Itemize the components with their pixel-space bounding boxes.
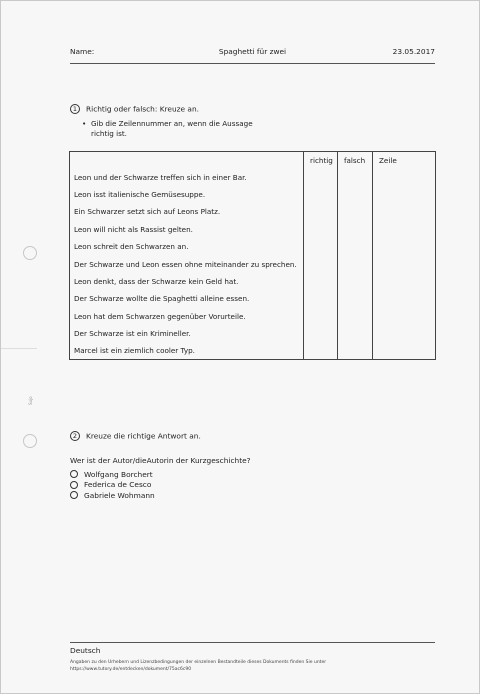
column-header-richtig: richtig [304,152,338,169]
true-false-table [69,151,436,360]
statement-text: Leon schreit den Schwarzen an. [70,238,304,255]
falsch-cell[interactable] [338,221,373,238]
falsch-cell[interactable] [338,325,373,342]
table-row [70,342,436,359]
task-1-instruction: Richtig oder falsch: Kreuze an. [86,104,199,114]
radio-circle-icon[interactable] [70,470,78,478]
zeile-cell[interactable] [373,342,436,359]
statement-text: Der Schwarze ist ein Krimineller. [70,325,304,342]
answer-option-label: Gabriele Wohmann [84,490,155,500]
table-row [70,221,436,238]
richtig-cell[interactable] [304,342,338,359]
table-row [70,325,436,342]
richtig-cell[interactable] [304,255,338,272]
richtig-cell[interactable] [304,290,338,307]
task-2-question: Wer ist der Autor/dieAutorin der Kurzgeschichte? [70,456,251,465]
punch-hole-bottom [23,434,37,448]
zeile-cell[interactable] [373,325,436,342]
side-label: Sujo [28,396,33,405]
richtig-cell[interactable] [304,186,338,203]
answer-option[interactable] [70,469,155,480]
statement-text: Ein Schwarzer setzt sich auf Leons Platz. [70,203,304,220]
richtig-cell[interactable] [304,221,338,238]
footer-divider [70,642,435,643]
task-1-heading [70,104,199,114]
column-header-zeile: Zeile [373,152,436,169]
task-1-sub-instruction [82,119,253,139]
table-row [70,186,436,203]
worksheet-date: 23.05.2017 [392,47,435,56]
falsch-cell[interactable] [338,186,373,203]
richtig-cell[interactable] [304,238,338,255]
statement-text: Der Schwarze und Leon essen ohne miteinander zu sprechen. [70,255,304,272]
zeile-cell[interactable] [373,290,436,307]
zeile-cell[interactable] [373,255,436,272]
falsch-cell[interactable] [338,273,373,290]
answer-option[interactable] [70,490,155,501]
task-1-number: 1 [70,104,80,114]
footer-subject: Deutsch [70,646,101,655]
table-row [70,169,436,186]
license-note-line: Angaben zu den Urhebern und Lizenzbedingungen der einzelnen Bestandteile dieses Dokuments finden Sie unter [70,660,327,665]
statement-text: Marcel ist ein ziemlich cooler Typ. [70,342,304,359]
falsch-cell[interactable] [338,203,373,220]
table-header-row [70,152,436,169]
task-2-number: 2 [70,431,80,441]
answer-option-label: Federica de Cesco [84,480,152,490]
fold-mark [1,348,37,349]
table-row [70,203,436,220]
task-2-instruction: Kreuze die richtige Antwort an. [86,431,201,441]
richtig-cell[interactable] [304,273,338,290]
worksheet-title: Spaghetti für zwei [218,47,287,56]
richtig-cell[interactable] [304,308,338,325]
footer-license-note [70,660,435,673]
statement-column-header [70,152,304,169]
falsch-cell[interactable] [338,238,373,255]
header-divider [70,63,435,64]
falsch-cell[interactable] [338,169,373,186]
sub-instruction-text: Gib die Zeilennummer an, wenn die Aussage richtig ist. [91,119,253,138]
statement-text: Leon und der Schwarze treffen sich in einer Bar. [70,169,304,186]
zeile-cell[interactable] [373,308,436,325]
statement-text: Der Schwarze wollte die Spaghetti alleine essen. [70,290,304,307]
name-label: Name: [70,47,95,56]
zeile-cell[interactable] [373,169,436,186]
answer-option[interactable] [70,480,155,491]
statement-text: Leon denkt, dass der Schwarze kein Geld hat. [70,273,304,290]
statement-text: Leon hat dem Schwarzen gegenüber Vorurteile. [70,308,304,325]
zeile-cell[interactable] [373,238,436,255]
falsch-cell[interactable] [338,342,373,359]
table-row [70,273,436,290]
task-2-heading [70,431,201,441]
license-note-link[interactable]: https://www.tutory.de/entdecken/dokument/75ac6c90 [70,666,192,672]
statement-text: Leon isst italienische Gemüsesuppe. [70,186,304,203]
zeile-cell[interactable] [373,273,436,290]
zeile-cell[interactable] [373,221,436,238]
column-header-falsch: falsch [338,152,373,169]
punch-hole-top [23,246,37,260]
zeile-cell[interactable] [373,203,436,220]
radio-circle-icon[interactable] [70,491,78,499]
table-row [70,238,436,255]
radio-circle-icon[interactable] [70,481,78,489]
table-row [70,255,436,272]
table-row [70,290,436,307]
falsch-cell[interactable] [338,290,373,307]
richtig-cell[interactable] [304,325,338,342]
page-header [70,47,435,59]
richtig-cell[interactable] [304,169,338,186]
statement-text: Leon will nicht als Rassist gelten. [70,221,304,238]
richtig-cell[interactable] [304,203,338,220]
bullet: • [82,119,87,128]
answer-option-label: Wolfgang Borchert [84,469,153,479]
falsch-cell[interactable] [338,308,373,325]
falsch-cell[interactable] [338,255,373,272]
answer-options [70,469,155,501]
table-row [70,308,436,325]
zeile-cell[interactable] [373,186,436,203]
